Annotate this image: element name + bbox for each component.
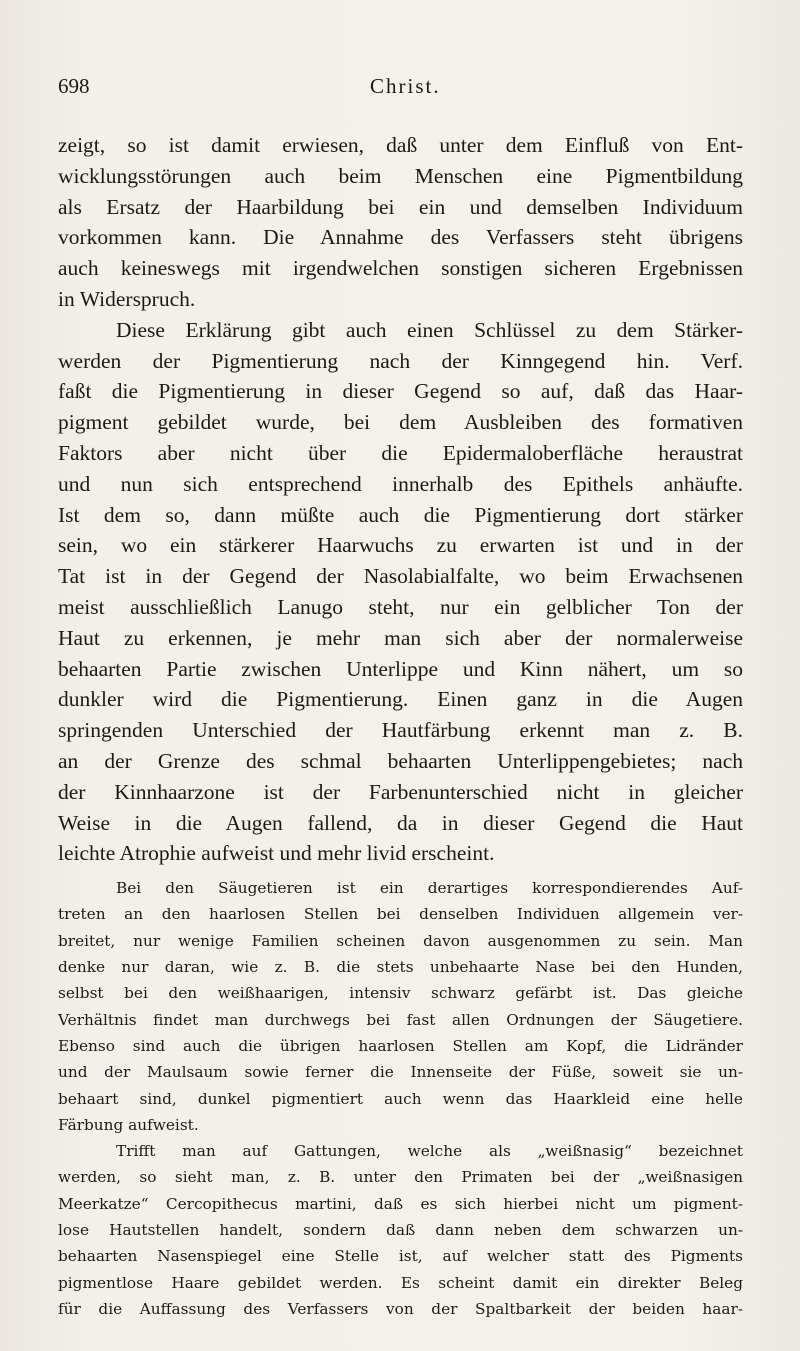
page-header [58, 74, 743, 102]
small-text-line: Bei den Säugetieren ist ein derartiges korrespondierendes Auf- [116, 879, 743, 898]
text-line: meist ausschließlich Lanugo steht, nur ein gelblicher Ton der [58, 594, 743, 619]
text-line: Diese Erklärung gibt auch einen Schlüssel zu dem Stärker- [116, 317, 743, 342]
text-line: Tat ist in der Gegend der Nasolabialfalte, wo beim Erwachsenen [58, 564, 743, 589]
text-line: springenden Unterschied der Hautfärbung erkennt man z. B. [58, 718, 743, 743]
text-line: vorkommen kann. Die Annahme des Verfassers steht übrigens [58, 225, 743, 250]
small-paragraph [58, 875, 743, 1138]
small-text-line: breitet, nur wenige Familien scheinen davon ausgenommen zu sein. Man [58, 931, 743, 950]
text-line: Faktors aber nicht über die Epidermaloberfläche heraustrat [58, 440, 743, 465]
small-text-line: pigmentlose Haare gebildet werden. Es scheint damit ein direkter Beleg [58, 1273, 743, 1292]
page-number: 698 [58, 74, 90, 98]
small-text-line: Trifft man auf Gattungen, welche als „weißnasig“ bezeichnet [116, 1142, 743, 1161]
text-line: und nun sich entsprechend innerhalb des Epithels anhäufte. [58, 471, 743, 496]
text-line: auch keineswegs mit irgendwelchen sonstigen sicheren Ergebnissen [58, 256, 743, 281]
page-body [58, 130, 743, 1322]
text-line: leichte Atrophie aufweist und mehr livid erscheint. [58, 841, 495, 866]
text-line: pigment gebildet wurde, bei dem Ausbleiben des formativen [58, 410, 743, 435]
paragraph [58, 130, 743, 315]
small-text-line: für die Auffassung des Verfassers von der Spaltbarkeit der beiden haar- [58, 1299, 743, 1318]
text-line: in Widerspruch. [58, 286, 196, 311]
small-text-line: selbst bei den weißhaarigen, intensiv schwarz gefärbt ist. Das gleiche [58, 984, 743, 1003]
text-line: an der Grenze des schmal behaarten Unterlippengebietes; nach [58, 748, 743, 773]
small-text-line: werden, so sieht man, z. B. unter den Primaten bei der „weißnasigen [58, 1168, 743, 1187]
small-text-line: behaarten Nasenspiegel eine Stelle ist, auf welcher statt des Pigments [58, 1247, 743, 1266]
text-line: werden der Pigmentierung nach der Kinngegend hin. Verf. [58, 348, 743, 373]
small-text-line: Verhältnis findet man durchwegs bei fast allen Ordnungen der Säugetiere. [58, 1010, 743, 1029]
small-text-line: Ebenso sind auch die übrigen haarlosen Stellen am Kopf, die Lidränder [58, 1036, 743, 1055]
text-line: Ist dem so, dann müßte auch die Pigmentierung dort stärker [58, 502, 743, 527]
small-paragraph [58, 1138, 743, 1322]
text-line: zeigt, so ist damit erwiesen, daß unter dem Einfluß von Ent- [58, 133, 743, 157]
text-line: faßt die Pigmentierung in dieser Gegend so auf, daß das Haar- [58, 379, 743, 404]
text-line: Haut zu erkennen, je mehr man sich aber der normalerweise [58, 625, 743, 650]
text-line: der Kinnhaarzone ist der Farbenunterschied nicht in gleicher [58, 779, 743, 804]
small-text-line: behaart sind, dunkel pigmentiert auch wenn das Haarkleid eine helle [58, 1089, 743, 1108]
text-line: dunkler wird die Pigmentierung. Einen ganz in die Augen [58, 687, 743, 712]
text-line: als Ersatz der Haarbildung bei ein und demselben Individuum [58, 194, 743, 219]
small-text-line: und der Maulsaum sowie ferner die Innenseite der Füße, soweit sie un- [58, 1063, 743, 1082]
text-line: wicklungsstörungen auch beim Menschen eine Pigmentbildung [58, 163, 743, 188]
small-text-line: lose Hautstellen handelt, sondern daß dann neben dem schwarzen un- [58, 1220, 743, 1239]
text-line: behaarten Partie zwischen Unterlippe und Kinn nähert, um so [58, 656, 743, 681]
small-text-line: denke nur daran, wie z. B. die stets unbehaarte Nase bei den Hunden, [58, 958, 743, 977]
running-head: Christ. [370, 74, 441, 98]
small-text-line: Meerkatze“ Cercopithecus martini, daß es sich hierbei nicht um pigment- [58, 1194, 743, 1213]
paragraph [58, 315, 743, 869]
small-text-line: Färbung aufweist. [58, 1115, 199, 1134]
small-text-line: treten an den haarlosen Stellen bei denselben Individuen allgemein ver- [58, 905, 743, 924]
text-line: Weise in die Augen fallend, da in dieser Gegend die Haut [58, 810, 743, 835]
text-line: sein, wo ein stärkerer Haarwuchs zu erwarten ist und in der [58, 533, 743, 558]
